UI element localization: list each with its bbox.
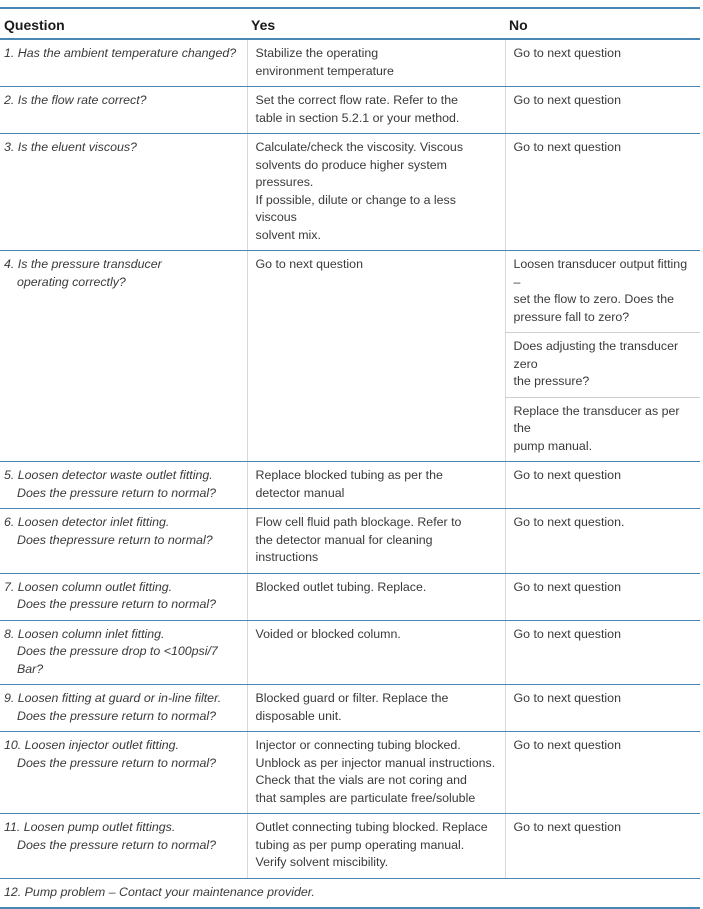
no-cell <box>505 251 700 333</box>
yes-line: solvents do produce higher system pressures. <box>255 157 447 189</box>
no-line: pump manual. <box>513 438 593 453</box>
yes-cell <box>247 462 505 509</box>
yes-line: Set the correct flow rate. Refer to the <box>255 93 458 107</box>
yes-cell <box>247 685 505 732</box>
no-cell <box>505 333 700 398</box>
pressure-troubleshooting-table <box>0 7 700 909</box>
question-cell <box>0 814 247 879</box>
yes-line: Stabilize the operating <box>255 46 379 60</box>
yes-line: Voided or blocked column. <box>255 626 401 641</box>
table-header-row <box>0 8 700 39</box>
table-row <box>0 39 700 87</box>
no-line: Go to next question <box>513 46 621 60</box>
yes-line: Blocked outlet tubing. Replace. <box>255 579 427 594</box>
yes-line: If possible, dilute or change to a less viscous <box>255 192 456 224</box>
no-line: set the flow to zero. Does the <box>513 292 674 306</box>
table-row <box>0 462 700 509</box>
yes-line: table in section 5.2.1 or your method. <box>255 110 460 125</box>
yes-line: Verify solvent miscibility. <box>255 855 389 869</box>
no-line: pressure fall to zero? <box>513 309 630 324</box>
no-line: Go to next question <box>513 626 621 641</box>
question-text: 3. Is the eluent viscous? <box>4 140 137 154</box>
table-row <box>0 134 700 251</box>
no-line: Go to next question <box>513 140 621 154</box>
question-cell <box>0 685 247 732</box>
question-cell <box>0 509 247 574</box>
no-line: the pressure? <box>513 374 590 388</box>
question-subtext: operating correctly? <box>17 274 126 289</box>
yes-cell <box>247 573 505 620</box>
yes-cell <box>247 620 505 685</box>
question-subtext: Does the pressure return to normal? <box>17 597 217 611</box>
table-row <box>0 732 700 814</box>
yes-cell <box>247 732 505 814</box>
yes-cell <box>247 39 505 87</box>
no-line: Go to next question <box>513 468 621 482</box>
question-subtext: Does the pressure return to normal? <box>17 485 217 500</box>
question-text: 7. Loosen column outlet fitting. <box>4 579 173 594</box>
yes-line: environment temperature <box>255 63 394 78</box>
yes-line: Injector or connecting tubing blocked. <box>255 738 461 752</box>
question-subtext: Does the pressure return to normal? <box>17 837 217 852</box>
question-text: 8. Loosen column inlet fitting. <box>4 626 165 641</box>
question-cell <box>0 87 247 134</box>
yes-line: the detector manual for cleaning instructions <box>255 532 433 564</box>
question-cell <box>0 573 247 620</box>
question-text: 5. Loosen detector waste outlet fitting. <box>4 468 213 482</box>
header-yes: Yes <box>247 8 505 39</box>
no-line: Go to next question <box>513 691 621 705</box>
no-line: Go to next question <box>513 738 621 752</box>
question-subtext: Does thepressure return to normal? <box>17 532 213 547</box>
table-row <box>0 509 700 574</box>
yes-cell <box>247 87 505 134</box>
no-cell <box>505 87 700 134</box>
no-cell <box>505 39 700 87</box>
no-line: Go to next question <box>513 820 621 834</box>
table-body <box>0 39 700 908</box>
question-subtext: Does the pressure return to normal? <box>17 755 217 770</box>
question-subtext: Does the pressure drop to <100psi/7 Bar? <box>17 644 218 676</box>
question-text: 6. Loosen detector inlet fitting. <box>4 515 170 529</box>
question-cell <box>0 251 247 462</box>
yes-line: tubing as per pump operating manual. <box>255 837 465 852</box>
yes-line: solvent mix. <box>255 227 321 242</box>
yes-line: disposable unit. <box>255 708 342 723</box>
no-cell <box>505 732 700 814</box>
final-row <box>0 878 700 908</box>
no-cell <box>505 134 700 251</box>
header-question: Question <box>0 8 247 39</box>
no-line: Loosen transducer output fitting – <box>513 257 688 289</box>
question-cell <box>0 39 247 87</box>
question-cell <box>0 620 247 685</box>
no-cell <box>505 685 700 732</box>
question-cell <box>0 134 247 251</box>
yes-line: Check that the vials are not coring and <box>255 773 467 787</box>
question-cell <box>0 732 247 814</box>
no-line: Does adjusting the transducer zero <box>513 339 679 371</box>
no-line: Go to next question. <box>513 515 625 529</box>
yes-line: Outlet connecting tubing blocked. Replace <box>255 820 488 834</box>
table-row <box>0 620 700 685</box>
question-subtext: Does the pressure return to normal? <box>17 708 217 723</box>
table-row <box>0 685 700 732</box>
no-cell <box>505 620 700 685</box>
table-row <box>0 573 700 620</box>
yes-line: Blocked guard or filter. Replace the <box>255 691 449 705</box>
no-cell <box>505 462 700 509</box>
question-cell <box>0 462 247 509</box>
no-line: Go to next question <box>513 579 621 594</box>
question-text: 11. Loosen pump outlet fittings. <box>4 820 176 834</box>
final-cell: 12. Pump problem – Contact your maintenance provider. <box>0 878 700 908</box>
question-text: 9. Loosen fitting at guard or in-line filter. <box>4 691 222 705</box>
yes-line: that samples are particulate free/soluble <box>255 790 476 805</box>
yes-line: Go to next question <box>255 257 363 271</box>
yes-line: detector manual <box>255 485 345 500</box>
header-no: No <box>505 8 700 39</box>
yes-line: Replace blocked tubing as per the <box>255 468 443 482</box>
yes-cell <box>247 251 505 462</box>
no-cell <box>505 573 700 620</box>
no-cell <box>505 814 700 879</box>
yes-cell <box>247 134 505 251</box>
question-text: 10. Loosen injector outlet fitting. <box>4 738 179 752</box>
yes-cell <box>247 509 505 574</box>
question-text: 2. Is the flow rate correct? <box>4 93 147 107</box>
question-text: 1. Has the ambient temperature changed? <box>4 46 237 60</box>
no-line: Go to next question <box>513 93 621 107</box>
yes-line: Flow cell fluid path blockage. Refer to <box>255 515 462 529</box>
table-row <box>0 814 700 879</box>
yes-cell <box>247 814 505 879</box>
yes-line: Unblock as per injector manual instructions. <box>255 755 496 770</box>
question-text: 4. Is the pressure transducer <box>4 257 162 271</box>
no-cell <box>505 509 700 574</box>
yes-line: Calculate/check the viscosity. Viscous <box>255 140 464 154</box>
table-row <box>0 87 700 134</box>
no-cell <box>505 397 700 462</box>
table-row <box>0 251 700 333</box>
no-line: Replace the transducer as per the <box>513 403 680 435</box>
